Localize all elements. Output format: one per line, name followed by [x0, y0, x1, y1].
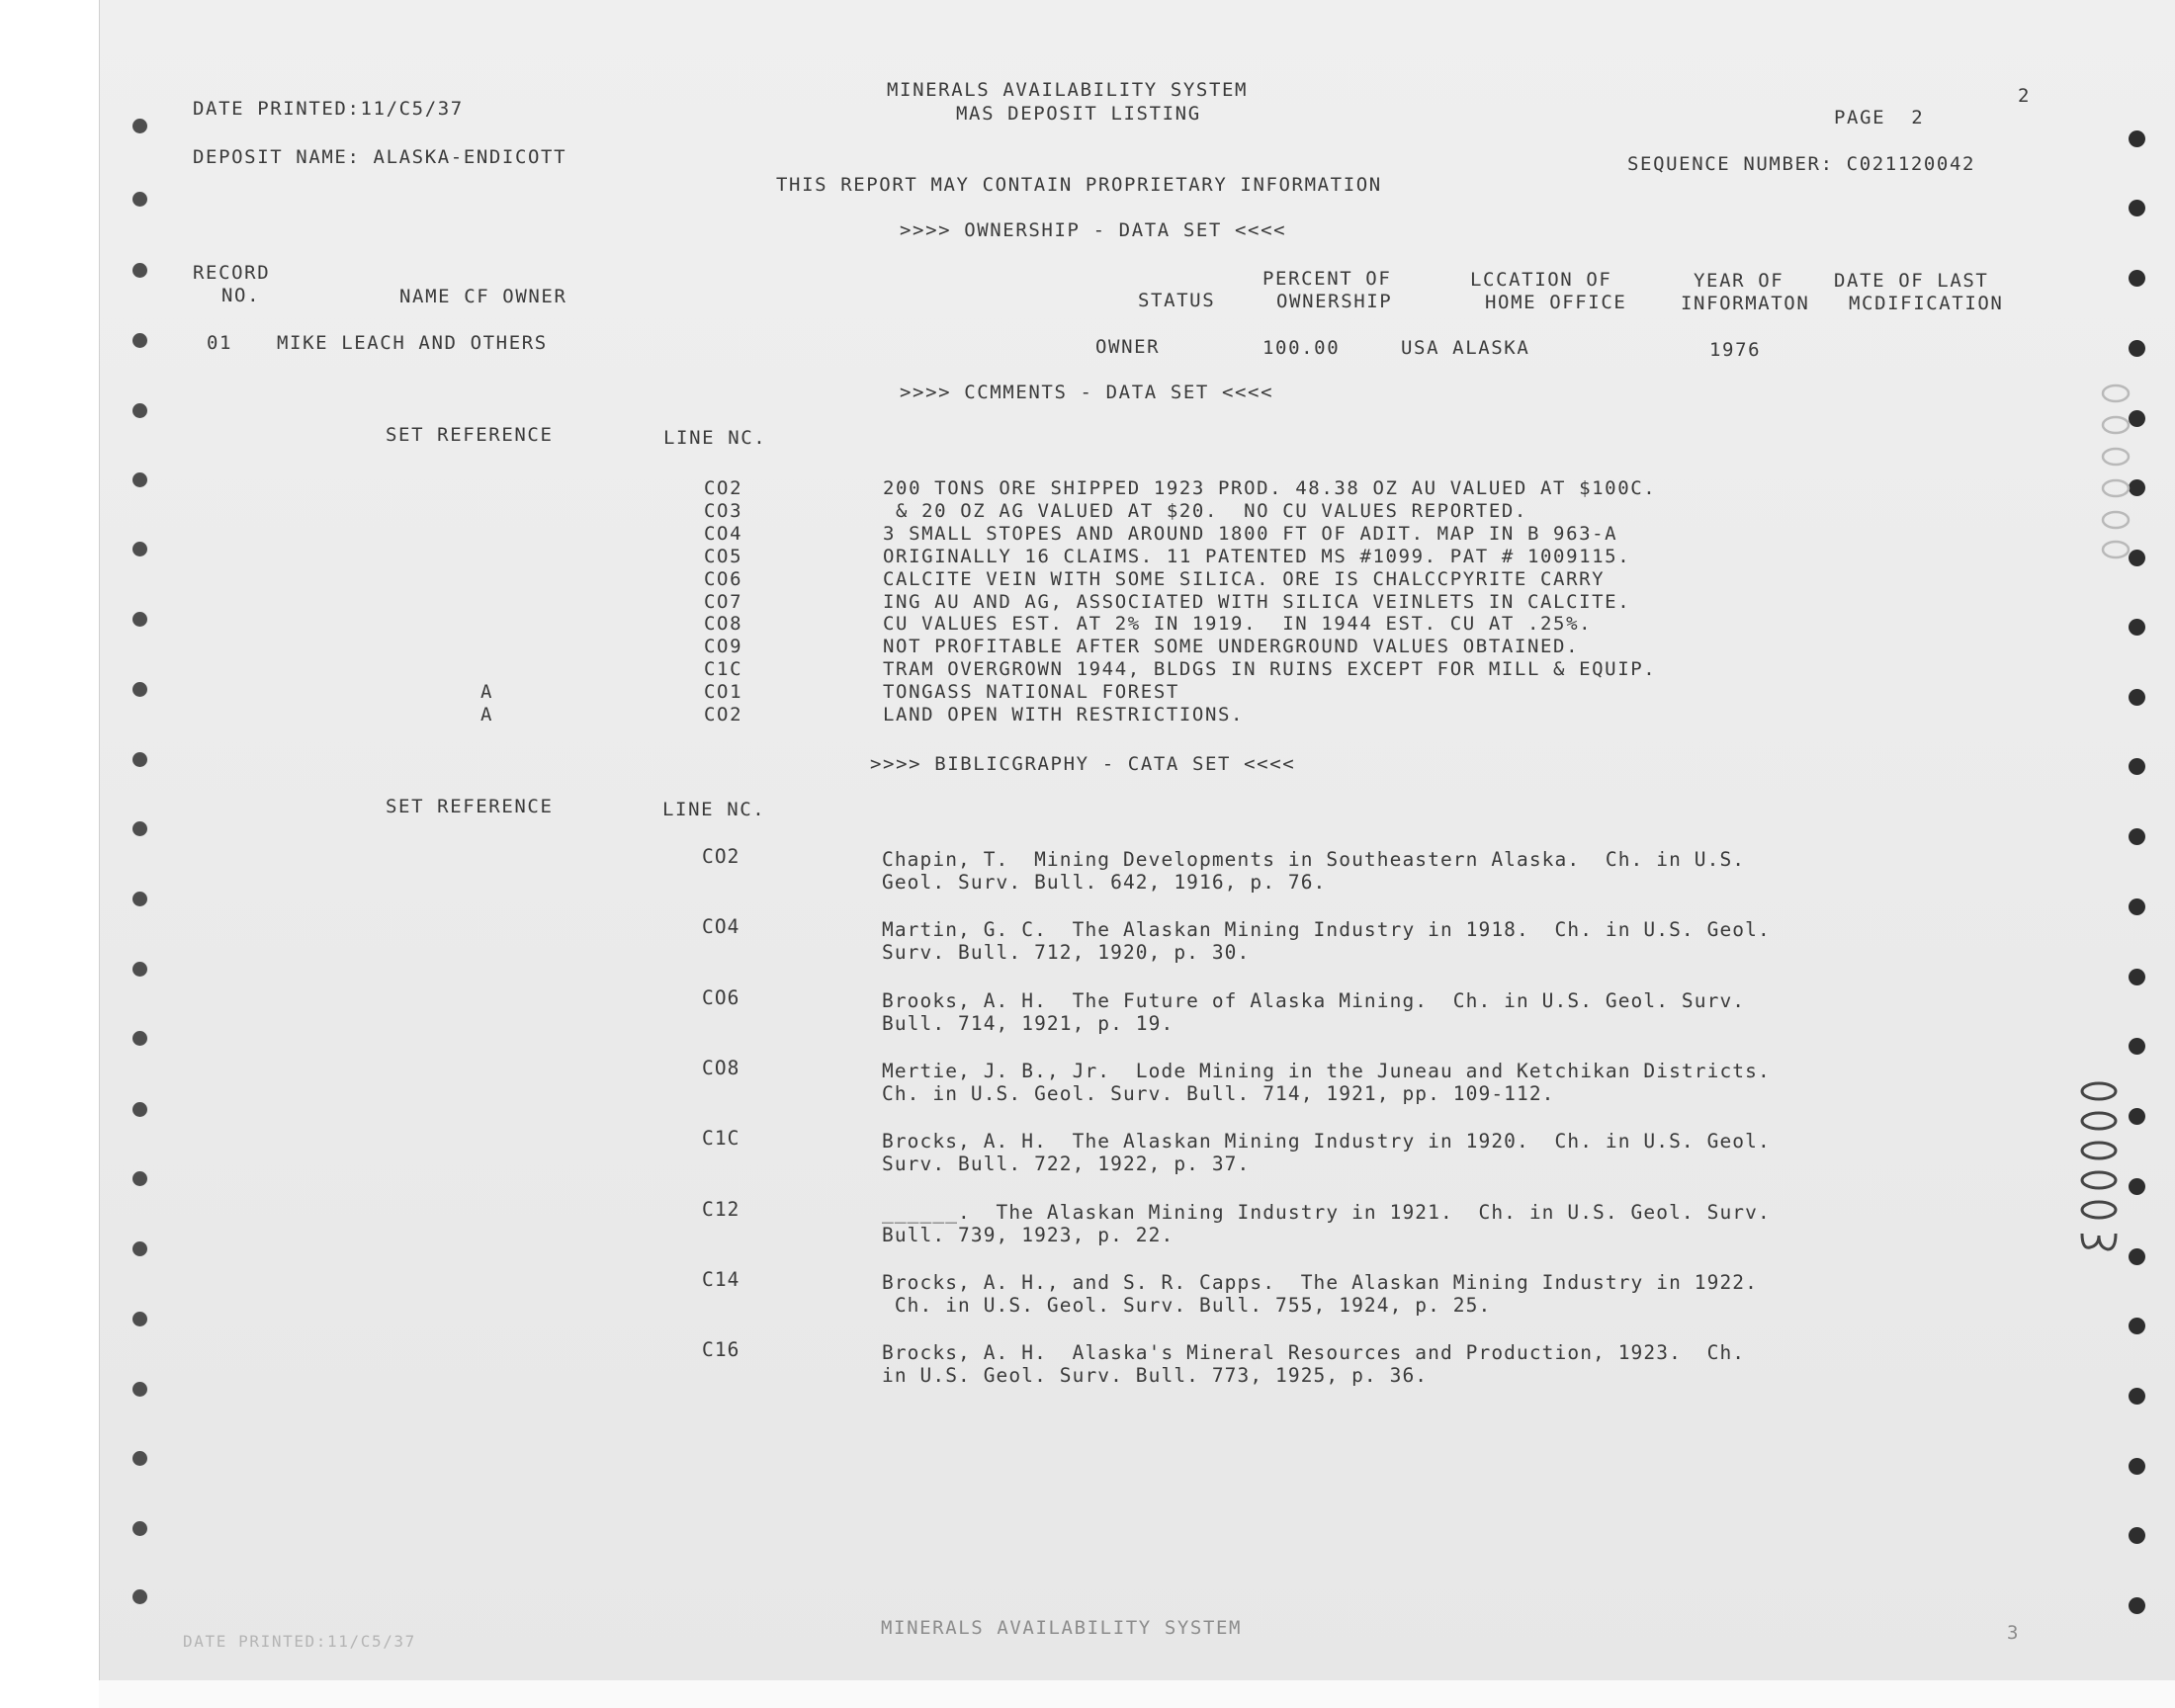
- owner-name: MIKE LEACH AND OTHERS: [277, 332, 548, 354]
- bibliography-citation-line2: Bull. 714, 1921, p. 19.: [882, 1011, 1174, 1035]
- feed-hole: [132, 1102, 147, 1117]
- faint-stamp-impression: [2098, 376, 2133, 563]
- feed-hole: [132, 821, 147, 836]
- comments-col-line-no: LINE NC.: [663, 427, 767, 449]
- comment-line-no: CO2: [704, 704, 743, 726]
- bibliography-line-no: C12: [702, 1197, 740, 1221]
- owner-status: OWNER: [1095, 336, 1161, 358]
- feed-hole: [132, 1031, 147, 1046]
- feed-hole: [2129, 619, 2145, 636]
- col-header-modification: MCDIFICATION: [1849, 293, 2004, 314]
- comment-line-no: CO5: [704, 545, 743, 567]
- feed-hole: [2129, 1318, 2145, 1334]
- ownership-heading: >>>> OWNERSHIP - DATA SET <<<<: [900, 219, 1287, 241]
- owner-year: 1976: [1709, 339, 1762, 361]
- comment-text: NOT PROFITABLE AFTER SOME UNDERGROUND VALUES OBTAINED.: [883, 636, 1580, 658]
- feed-hole: [2129, 340, 2145, 357]
- owner-record-no: 01: [207, 332, 233, 354]
- report-subtitle: MAS DEPOSIT LISTING: [956, 103, 1201, 125]
- feed-hole: [132, 1171, 147, 1186]
- comments-col-set-reference: SET REFERENCE: [386, 424, 554, 446]
- bibliography-line-no: C14: [702, 1267, 740, 1291]
- feed-hole: [2129, 1388, 2145, 1405]
- feed-hole: [132, 1241, 147, 1256]
- feed-hole: [132, 333, 147, 348]
- feed-hole: [2129, 1038, 2145, 1055]
- comment-line-no: CO7: [704, 590, 743, 613]
- bibliography-citation-line1: ______. The Alaskan Mining Industry in 1921. Ch. in U.S. Geol. Surv.: [882, 1200, 1771, 1224]
- sequence-number: SEQUENCE NUMBER: C021120042: [1627, 153, 1976, 175]
- bibliography-line-no: CO8: [702, 1056, 740, 1079]
- feed-hole: [132, 263, 147, 278]
- comment-text: CU VALUES EST. AT 2% IN 1919. IN 1944 EST. CU AT .25%.: [883, 613, 1593, 636]
- bibliography-citation-line2: Bull. 739, 1923, p. 22.: [882, 1223, 1174, 1246]
- next-page-date-printed: DATE PRINTED:11/C5/37: [183, 1632, 416, 1651]
- owner-percent: 100.00: [1262, 337, 1341, 359]
- page-label: PAGE 2: [1834, 107, 1925, 128]
- comment-text: 3 SMALL STOPES AND AROUND 1800 FT OF ADIT. MAP IN B 963-A: [883, 522, 1618, 545]
- page-corner-number: 2: [2018, 85, 2032, 107]
- comment-set-reference: A: [480, 704, 494, 726]
- feed-hole: [2129, 828, 2145, 845]
- comment-line-no: CO1: [704, 681, 743, 704]
- comment-text: ORIGINALLY 16 CLAIMS. 11 PATENTED MS #1099. PAT # 1009115.: [883, 545, 1631, 567]
- bibliography-citation-line1: Chapin, T. Mining Developments in Southeastern Alaska. Ch. in U.S.: [882, 848, 1746, 871]
- bibliography-citation-line2: Geol. Surv. Bull. 642, 1916, p. 76.: [882, 871, 1327, 894]
- bibliography-line-no: CO6: [702, 985, 740, 1009]
- deposit-name: DEPOSIT NAME: ALASKA-ENDICOTT: [193, 146, 567, 168]
- comment-text: TRAM OVERGROWN 1944, BLDGS IN RUINS EXCEPT FOR MILL & EQUIP.: [883, 658, 1657, 681]
- feed-hole: [2129, 1527, 2145, 1544]
- next-page-title: MINERALS AVAILABILITY SYSTEM: [881, 1617, 1243, 1639]
- feed-hole: [2129, 130, 2145, 147]
- feed-hole: [132, 1382, 147, 1397]
- feed-hole: [132, 1451, 147, 1466]
- feed-hole: [2129, 969, 2145, 985]
- feed-hole: [132, 612, 147, 627]
- bibliography-citation-line1: Mertie, J. B., Jr. Lode Mining in the Juneau and Ketchikan Districts.: [882, 1059, 1771, 1082]
- comment-text: CALCITE VEIN WITH SOME SILICA. ORE IS CHALCCPYRITE CARRY: [883, 567, 1606, 590]
- comment-text: LAND OPEN WITH RESTRICTIONS.: [883, 704, 1245, 726]
- feed-hole: [132, 892, 147, 906]
- proprietary-notice: THIS REPORT MAY CONTAIN PROPRIETARY INFORMATION: [776, 174, 1382, 196]
- feed-hole: [2129, 1178, 2145, 1195]
- comment-text: TONGASS NATIONAL FOREST: [883, 681, 1179, 704]
- report-title: MINERALS AVAILABILITY SYSTEM: [887, 79, 1249, 101]
- bibliography-line-no: CO4: [702, 915, 740, 939]
- bibliography-citation-line1: Martin, G. C. The Alaskan Mining Industry in 1918. Ch. in U.S. Geol.: [882, 918, 1771, 942]
- printout-sheet: [99, 0, 2175, 1692]
- feed-hole: [132, 1521, 147, 1536]
- comment-line-no: CO4: [704, 522, 743, 545]
- feed-hole: [132, 682, 147, 697]
- bibliography-citation-line1: Brocks, A. H. The Alaskan Mining Industry in 1920. Ch. in U.S. Geol.: [882, 1130, 1771, 1153]
- comment-line-no: CO3: [704, 499, 743, 522]
- comment-line-no: CO6: [704, 567, 743, 590]
- feed-hole: [132, 192, 147, 207]
- col-header-date-last: DATE OF LAST: [1834, 270, 1989, 292]
- bibliography-line-no: C1C: [702, 1127, 740, 1151]
- comment-line-no: CO8: [704, 613, 743, 636]
- col-header-percent: PERCENT OF: [1262, 268, 1392, 290]
- date-printed: DATE PRINTED:11/C5/37: [193, 98, 464, 120]
- feed-hole: [2129, 758, 2145, 775]
- col-header-status: STATUS: [1138, 290, 1216, 311]
- comment-text: ING AU AND AG, ASSOCIATED WITH SILICA VEINLETS IN CALCITE.: [883, 590, 1631, 613]
- feed-hole: [132, 1589, 147, 1604]
- feed-hole: [132, 542, 147, 556]
- next-page-corner-number: 3: [2007, 1622, 2021, 1644]
- feed-hole: [2129, 689, 2145, 706]
- feed-hole: [2129, 1597, 2145, 1614]
- col-header-information: INFORMATON: [1681, 293, 1810, 314]
- bibliography-line-no: C16: [702, 1338, 740, 1362]
- feed-hole: [132, 1312, 147, 1326]
- comments-heading: >>>> CCMMENTS - DATA SET <<<<: [900, 382, 1274, 403]
- bibliography-col-set-reference: SET REFERENCE: [386, 796, 554, 817]
- bibliography-citation-line2: Ch. in U.S. Geol. Surv. Bull. 714, 1921, pp. 109-112.: [882, 1081, 1555, 1105]
- comment-set-reference: A: [480, 681, 494, 704]
- feed-hole: [2129, 898, 2145, 915]
- bibliography-citation-line2: in U.S. Geol. Surv. Bull. 773, 1925, p. 36.: [882, 1364, 1429, 1388]
- bibliography-col-line-no: LINE NC.: [662, 799, 766, 820]
- comment-line-no: CO2: [704, 477, 743, 499]
- comment-line-no: C1C: [704, 658, 743, 681]
- bibliography-citation-line1: Brooks, A. H. The Future of Alaska Mining. Ch. in U.S. Geol. Surv.: [882, 988, 1746, 1012]
- col-header-owner-name: NAME CF OWNER: [399, 286, 567, 307]
- feed-hole: [132, 752, 147, 767]
- bibliography-citation-line2: Ch. in U.S. Geol. Surv. Bull. 755, 1924, p. 25.: [882, 1293, 1492, 1317]
- feed-hole: [2129, 1108, 2145, 1125]
- comment-text: & 20 OZ AG VALUED AT $20. NO CU VALUES REPORTED.: [883, 499, 1527, 522]
- bibliography-citation-line1: Brocks, A. H. Alaska's Mineral Resources and Production, 1923. Ch.: [882, 1341, 1746, 1365]
- bibliography-citation-line2: Surv. Bull. 712, 1920, p. 30.: [882, 941, 1251, 965]
- col-header-year: YEAR OF: [1694, 270, 1784, 292]
- bibliography-line-no: CO2: [702, 845, 740, 868]
- bibliography-citation-line1: Brocks, A. H., and S. R. Capps. The Alaskan Mining Industry in 1922.: [882, 1270, 1758, 1294]
- bibliography-heading: >>>> BIBLICGRAPHY - CATA SET <<<<: [870, 753, 1296, 775]
- feed-hole: [2129, 1248, 2145, 1265]
- sheet-bottom-edge: [99, 1680, 2175, 1708]
- feed-hole: [132, 962, 147, 977]
- page-number-stamp: [2076, 1077, 2122, 1265]
- feed-hole: [2129, 1458, 2145, 1475]
- col-header-home-office: HOME OFFICE: [1485, 292, 1627, 313]
- feed-hole: [132, 472, 147, 487]
- col-header-record-no: NO.: [221, 285, 261, 306]
- comment-line-no: CO9: [704, 636, 743, 658]
- feed-hole: [2129, 270, 2145, 287]
- col-header-ownership: OWNERSHIP: [1276, 291, 1393, 312]
- feed-hole: [132, 119, 147, 133]
- owner-location: USA ALASKA: [1401, 337, 1530, 359]
- col-header-record: RECORD: [193, 262, 271, 284]
- bibliography-citation-line2: Surv. Bull. 722, 1922, p. 37.: [882, 1153, 1251, 1176]
- col-header-location: LCCATION OF: [1470, 269, 1612, 291]
- comment-text: 200 TONS ORE SHIPPED 1923 PROD. 48.38 OZ AU VALUED AT $100C.: [883, 477, 1657, 499]
- feed-hole: [132, 403, 147, 418]
- feed-hole: [2129, 200, 2145, 216]
